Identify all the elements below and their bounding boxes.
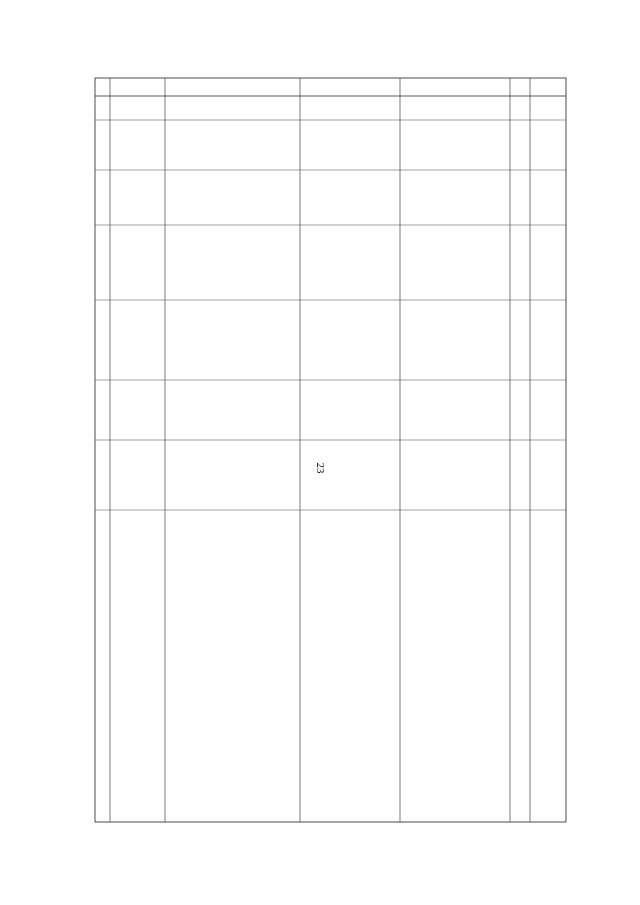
table-border [95,78,566,822]
page-number: 23 [314,462,326,474]
